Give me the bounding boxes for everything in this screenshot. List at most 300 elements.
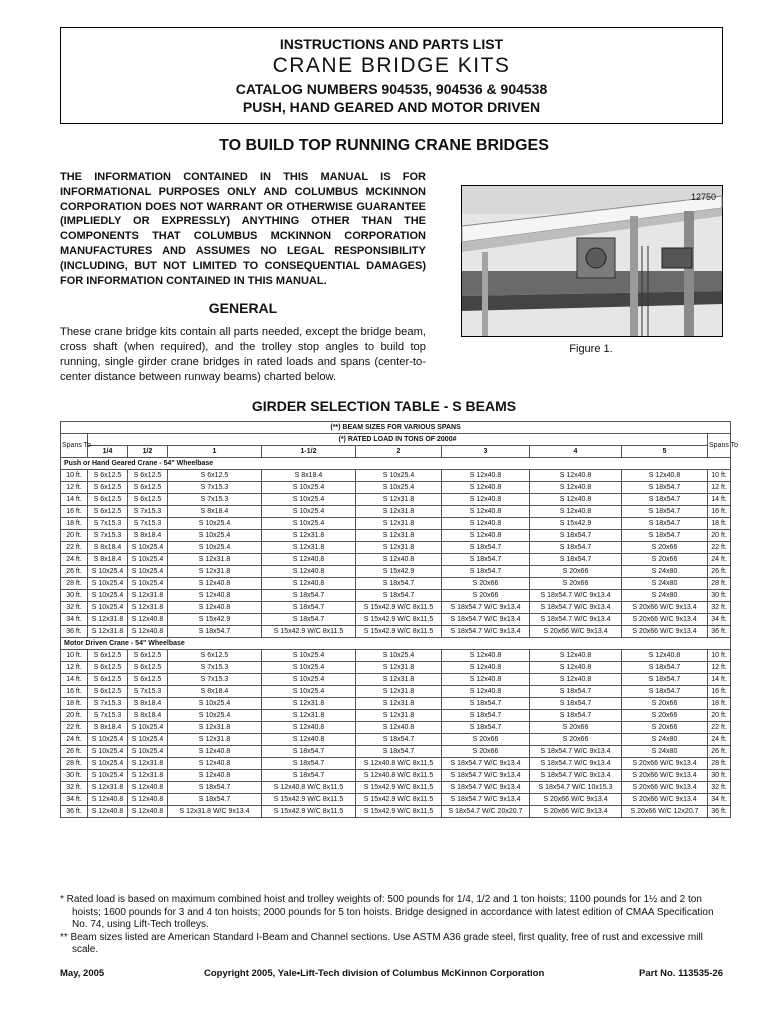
span-cell: 20 ft. <box>61 530 88 542</box>
span-cell: 32 ft. <box>708 782 731 794</box>
beam-size-cell: S 15x42.9 W/C 8x11.5 <box>356 626 442 638</box>
table-row <box>61 470 731 482</box>
span-cell: 36 ft. <box>61 806 88 818</box>
span-cell: 28 ft. <box>708 758 731 770</box>
span-cell: 32 ft. <box>61 602 88 614</box>
beam-size-cell: S 20x66 W/C 9x13.4 <box>622 626 708 638</box>
beam-size-cell: S 8x18.4 <box>168 506 262 518</box>
beam-size-cell: S 10x25.4 <box>88 590 128 602</box>
beam-size-cell: S 18x54.7 W/C 9x13.4 <box>442 626 530 638</box>
crane-bridge-photo <box>461 185 723 337</box>
beam-size-cell: S 18x54.7 W/C 9x13.4 <box>530 746 622 758</box>
beam-size-cell: S 18x54.7 <box>530 686 622 698</box>
beam-size-cell: S 12x40.8 <box>442 470 530 482</box>
footer-part-number: Part No. 113535-26 <box>639 968 723 979</box>
beam-size-cell: S 12x40.8 <box>442 506 530 518</box>
title-box <box>60 27 723 124</box>
beam-size-cell: S 15x42.9 W/C 8x11.5 <box>262 626 356 638</box>
load-column-header: 4 <box>530 446 622 458</box>
beam-size-cell: S 20x66 W/C 9x13.4 <box>530 794 622 806</box>
section-title: Push or Hand Geared Crane - 54" Wheelbase <box>61 458 731 470</box>
span-cell: 24 ft. <box>708 734 731 746</box>
beam-size-cell: S 20x66 <box>622 710 708 722</box>
span-cell: 22 ft. <box>708 722 731 734</box>
beam-size-cell: S 10x25.4 <box>128 746 168 758</box>
beam-size-cell: S 15x42.9 <box>530 518 622 530</box>
footnotes <box>60 894 723 957</box>
beam-size-cell: S 18x54.7 <box>530 554 622 566</box>
beam-size-cell: S 10x25.4 <box>88 578 128 590</box>
beam-size-cell: S 18x54.7 <box>622 686 708 698</box>
beam-size-cell: S 12x40.8 <box>530 662 622 674</box>
beam-size-cell: S 12x31.8 <box>356 674 442 686</box>
girder-selection-table <box>60 421 739 818</box>
beam-size-cell: S 12x31.8 <box>356 686 442 698</box>
beam-size-cell: S 18x54.7 <box>356 590 442 602</box>
table-row <box>61 566 731 578</box>
beam-size-cell: S 6x12.5 <box>88 686 128 698</box>
beam-size-cell: S 12x31.8 <box>88 614 128 626</box>
beam-size-cell: S 12x40.8 <box>622 470 708 482</box>
span-cell: 16 ft. <box>708 686 731 698</box>
span-cell: 32 ft. <box>708 602 731 614</box>
span-cell: 14 ft. <box>61 494 88 506</box>
table-row <box>61 806 731 818</box>
general-text: These crane bridge kits contain all parts needed, except the bridge beam, cross shaft (when required), and the trolley stop angles to build top running, single girder crane bridges in rated loads and spans (center-to-center distance between runway beams) charted below. <box>60 326 426 383</box>
span-cell: 18 ft. <box>708 518 731 530</box>
beam-size-cell: S 12x40.8 <box>168 590 262 602</box>
beam-size-cell: S 18x54.7 W/C 10x15.3 <box>530 782 622 794</box>
beam-size-cell: S 10x25.4 <box>168 698 262 710</box>
beam-size-cell: S 12x40.8 <box>530 674 622 686</box>
span-cell: 20 ft. <box>61 710 88 722</box>
table-row <box>61 518 731 530</box>
beam-size-cell: S 12x40.8 W/C 8x11.5 <box>356 758 442 770</box>
catalog-numbers: CATALOG NUMBERS 904535, 904536 & 904538 <box>235 81 548 97</box>
beam-size-cell: S 20x66 <box>530 578 622 590</box>
table-row <box>61 590 731 602</box>
beam-size-cell: S 10x25.4 <box>88 734 128 746</box>
beam-size-cell: S 12x40.8 <box>128 782 168 794</box>
beam-size-cell: S 12x40.8 <box>128 794 168 806</box>
beam-size-cell: S 18x54.7 <box>530 530 622 542</box>
beam-size-cell: S 10x25.4 <box>262 482 356 494</box>
table-row <box>61 734 731 746</box>
beam-size-cell: S 20x66 <box>622 554 708 566</box>
beam-size-cell: S 12x40.8 <box>530 494 622 506</box>
beam-size-cell: S 6x12.5 <box>128 674 168 686</box>
beam-size-cell: S 12x40.8 <box>356 554 442 566</box>
beam-size-cell: S 7x15.3 <box>128 686 168 698</box>
load-column-header: 1-1/2 <box>262 446 356 458</box>
span-cell: 36 ft. <box>708 806 731 818</box>
span-cell: 18 ft. <box>708 698 731 710</box>
beam-size-cell: S 12x40.8 <box>262 578 356 590</box>
beam-size-cell: S 15x42.9 W/C 8x11.5 <box>356 782 442 794</box>
beam-size-cell: S 18x54.7 <box>356 734 442 746</box>
beam-size-cell: S 12x31.8 <box>168 734 262 746</box>
table-row <box>61 506 731 518</box>
beam-size-cell: S 10x25.4 <box>356 650 442 662</box>
span-cell: 16 ft. <box>61 686 88 698</box>
beam-size-cell: S 12x40.8 <box>128 806 168 818</box>
spans-to-header: Spans To <box>708 434 731 458</box>
beam-size-cell: S 10x25.4 <box>128 554 168 566</box>
beam-size-cell: S 12x31.8 <box>168 722 262 734</box>
span-cell: 30 ft. <box>708 770 731 782</box>
table-row <box>61 554 731 566</box>
beam-size-cell: S 12x31.8 <box>356 710 442 722</box>
beam-size-cell: S 7x15.3 <box>168 494 262 506</box>
beam-size-cell: S 18x54.7 <box>442 710 530 722</box>
table-row <box>61 710 731 722</box>
beam-size-cell: S 12x40.8 <box>442 686 530 698</box>
table-title: GIRDER SELECTION TABLE - S BEAMS <box>251 398 517 414</box>
span-cell: 10 ft. <box>61 650 88 662</box>
beam-size-cell: S 10x25.4 <box>262 674 356 686</box>
beam-size-cell: S 18x54.7 <box>622 518 708 530</box>
beam-size-cell: S 6x12.5 <box>128 650 168 662</box>
table-row <box>61 674 731 686</box>
beam-size-cell: S 18x54.7 W/C 9x13.4 <box>530 614 622 626</box>
beam-size-cell: S 20x66 W/C 9x13.4 <box>530 806 622 818</box>
beam-size-cell: S 12x31.8 <box>128 758 168 770</box>
beam-size-cell: S 20x66 <box>442 734 530 746</box>
beam-size-cell: S 24x80 <box>622 566 708 578</box>
beam-size-cell: S 12x40.8 <box>262 566 356 578</box>
beam-size-cell: S 12x40.8 W/C 8x11.5 <box>356 770 442 782</box>
beam-size-cell: S 20x66 W/C 9x13.4 <box>530 626 622 638</box>
beam-size-cell: S 20x66 W/C 9x13.4 <box>622 758 708 770</box>
table-row <box>61 758 731 770</box>
beam-size-cell: S 18x54.7 <box>442 566 530 578</box>
table-row <box>61 698 731 710</box>
beam-size-cell: S 12x31.8 <box>356 698 442 710</box>
section-title: Motor Driven Crane - 54" Wheelbase <box>61 638 731 650</box>
beam-size-cell: S 20x66 W/C 9x13.4 <box>622 770 708 782</box>
drive-types: PUSH, HAND GEARED AND MOTOR DRIVEN <box>242 99 541 115</box>
beam-size-cell: S 12x31.8 <box>168 566 262 578</box>
beam-size-cell: S 10x25.4 <box>88 746 128 758</box>
beam-size-cell: S 10x25.4 <box>262 506 356 518</box>
span-cell: 30 ft. <box>708 590 731 602</box>
beam-size-cell: S 12x40.8 <box>622 650 708 662</box>
table-row <box>61 530 731 542</box>
beam-size-cell: S 6x12.5 <box>128 482 168 494</box>
beam-size-cell: S 12x31.8 <box>262 698 356 710</box>
table-row <box>61 614 731 626</box>
beam-size-cell: S 7x15.3 <box>88 530 128 542</box>
beam-size-cell: S 12x40.8 <box>530 650 622 662</box>
beam-size-cell: S 12x40.8 <box>168 770 262 782</box>
span-cell: 22 ft. <box>61 542 88 554</box>
span-cell: 30 ft. <box>61 770 88 782</box>
beam-size-cell: S 12x31.8 <box>168 554 262 566</box>
beam-size-cell: S 12x40.8 <box>168 602 262 614</box>
beam-size-cell: S 10x25.4 <box>88 602 128 614</box>
beam-size-cell: S 8x18.4 <box>128 710 168 722</box>
beam-size-cell: S 10x25.4 <box>88 770 128 782</box>
beam-size-cell: S 18x54.7 W/C 9x13.4 <box>442 782 530 794</box>
beam-size-cell: S 12x31.8 <box>356 542 442 554</box>
beam-size-cell: S 12x31.8 <box>356 662 442 674</box>
beam-size-cell: S 12x40.8 <box>88 794 128 806</box>
span-cell: 20 ft. <box>708 530 731 542</box>
beam-size-cell: S 12x40.8 <box>88 806 128 818</box>
beam-size-cell: S 12x40.8 <box>262 734 356 746</box>
beam-size-cell: S 12x31.8 <box>356 518 442 530</box>
table-row <box>61 602 731 614</box>
main-title: TO BUILD TOP RUNNING CRANE BRIDGES <box>219 137 549 154</box>
disclaimer-text: THE INFORMATION CONTAINED IN THIS MANUAL IS FOR INFORMATIONAL PURPOSES ONLY AND COLUMBUS MCKINNON CORPORATION DOES NOT WARRANT OR OTHERWISE GUARANTEE (IMPLIEDLY OR EXPRESSLY) ANYTHING OTHER THAN THE COMPONENTS THAT COLUMBUS MCKINNON CORPORATION MANUFACTURES AND ASSUMES NO LEGAL RESPONSIBILITY (INCLUDING, BUT NOT LIMITED TO CONSEQUENTIAL DAMAGES) FOR INFORMATION CONTAINED IN THIS MANUAL. <box>60 171 426 287</box>
beam-size-cell: S 12x31.8 <box>356 506 442 518</box>
load-column-header: 1/2 <box>128 446 168 458</box>
beam-size-cell: S 20x66 W/C 9x13.4 <box>622 602 708 614</box>
crane-bridge-illustration <box>462 186 722 336</box>
beam-size-cell: S 10x25.4 <box>262 494 356 506</box>
beam-size-cell: S 7x15.3 <box>88 698 128 710</box>
beam-size-cell: S 20x66 <box>622 542 708 554</box>
span-cell: 14 ft. <box>61 674 88 686</box>
beam-size-cell: S 6x12.5 <box>168 470 262 482</box>
section-header-row <box>61 458 731 470</box>
beam-size-cell: S 18x54.7 <box>530 710 622 722</box>
beam-size-cell: S 12x40.8 <box>168 578 262 590</box>
span-cell: 34 ft. <box>708 614 731 626</box>
span-cell: 12 ft. <box>61 482 88 494</box>
beam-size-cell: S 18x54.7 W/C 9x13.4 <box>442 794 530 806</box>
beam-size-cell: S 15x42.9 <box>356 566 442 578</box>
beam-size-cell: S 12x31.8 <box>262 710 356 722</box>
beam-size-cell: S 18x54.7 W/C 9x13.4 <box>442 614 530 626</box>
beam-size-cell: S 18x54.7 W/C 9x13.4 <box>530 602 622 614</box>
span-cell: 26 ft. <box>708 566 731 578</box>
beam-size-cell: S 18x54.7 W/C 9x13.4 <box>442 758 530 770</box>
footnote-beam-sizes: ** Beam sizes listed are American Standard I-Beam and Channel sections. Use ASTM A36 grade steel, first quality, free of rust and excessive mill scale. <box>60 931 703 955</box>
general-heading: GENERAL <box>208 300 278 316</box>
beam-size-cell: S 18x54.7 W/C 9x13.4 <box>442 770 530 782</box>
beam-size-cell: S 18x54.7 <box>262 602 356 614</box>
beam-size-cell: S 7x15.3 <box>88 518 128 530</box>
beam-size-cell: S 18x54.7 <box>168 794 262 806</box>
load-column-header: 1 <box>168 446 262 458</box>
beam-size-cell: S 8x18.4 <box>88 554 128 566</box>
beam-size-cell: S 10x25.4 <box>168 710 262 722</box>
beam-size-cell: S 6x12.5 <box>128 470 168 482</box>
beam-sizes-header: (**) BEAM SIZES FOR VARIOUS SPANS <box>61 422 731 434</box>
section-header-row <box>61 638 731 650</box>
beam-size-cell: S 20x66 <box>442 746 530 758</box>
span-cell: 12 ft. <box>708 482 731 494</box>
beam-size-cell: S 15x42.9 W/C 8x11.5 <box>356 614 442 626</box>
table-row <box>61 770 731 782</box>
beam-size-cell: S 12x40.8 <box>128 626 168 638</box>
beam-size-cell: S 7x15.3 <box>168 674 262 686</box>
span-cell: 34 ft. <box>61 794 88 806</box>
beam-size-cell: S 7x15.3 <box>88 710 128 722</box>
beam-size-cell: S 10x25.4 <box>168 518 262 530</box>
beam-size-cell: S 18x54.7 W/C 9x13.4 <box>442 602 530 614</box>
beam-size-cell: S 10x25.4 <box>128 566 168 578</box>
beam-size-cell: S 12x31.8 <box>356 494 442 506</box>
footer-copyright: Copyright 2005, Yale•Lift-Tech division of Columbus McKinnon Corporation <box>204 968 545 979</box>
beam-size-cell: S 18x54.7 <box>622 506 708 518</box>
rated-load-header: (*) RATED LOAD IN TONS OF 2000# <box>88 434 708 446</box>
beam-size-cell: S 12x31.8 <box>128 590 168 602</box>
beam-size-cell: S 18x54.7 W/C 9x13.4 <box>530 770 622 782</box>
beam-size-cell: S 18x54.7 <box>442 698 530 710</box>
span-cell: 12 ft. <box>708 662 731 674</box>
beam-size-cell: S 18x54.7 <box>168 626 262 638</box>
beam-size-cell: S 7x15.3 <box>128 518 168 530</box>
beam-size-cell: S 12x40.8 <box>442 662 530 674</box>
beam-size-cell: S 20x66 W/C 9x13.4 <box>622 794 708 806</box>
table-row <box>61 686 731 698</box>
span-cell: 14 ft. <box>708 494 731 506</box>
beam-size-cell: S 20x66 <box>622 722 708 734</box>
beam-size-cell: S 24x80 <box>622 746 708 758</box>
beam-size-cell: S 20x66 <box>442 578 530 590</box>
beam-size-cell: S 6x12.5 <box>128 662 168 674</box>
span-cell: 10 ft. <box>708 470 731 482</box>
span-cell: 24 ft. <box>61 734 88 746</box>
beam-size-cell: S 18x54.7 <box>262 614 356 626</box>
span-cell: 26 ft. <box>61 566 88 578</box>
beam-size-cell: S 18x54.7 W/C 9x13.4 <box>530 590 622 602</box>
beam-size-cell: S 12x31.8 <box>356 530 442 542</box>
beam-size-cell: S 10x25.4 <box>356 470 442 482</box>
beam-size-cell: S 10x25.4 <box>262 662 356 674</box>
beam-size-cell: S 10x25.4 <box>128 578 168 590</box>
beam-size-cell: S 18x54.7 <box>442 542 530 554</box>
span-cell: 32 ft. <box>61 782 88 794</box>
beam-size-cell: S 12x31.8 <box>88 782 128 794</box>
beam-size-cell: S 8x18.4 <box>262 470 356 482</box>
table-row <box>61 626 731 638</box>
beam-size-cell: S 12x31.8 <box>128 770 168 782</box>
beam-size-cell: S 15x42.9 W/C 8x11.5 <box>262 794 356 806</box>
beam-size-cell: S 12x40.8 <box>168 746 262 758</box>
beam-size-cell: S 8x18.4 <box>128 530 168 542</box>
beam-size-cell: S 12x40.8 <box>262 554 356 566</box>
span-cell: 12 ft. <box>61 662 88 674</box>
doc-type-heading: INSTRUCTIONS AND PARTS LIST <box>279 36 504 52</box>
beam-size-cell: S 10x25.4 <box>262 518 356 530</box>
table-row <box>61 746 731 758</box>
beam-size-cell: S 6x12.5 <box>88 494 128 506</box>
table-row <box>61 794 731 806</box>
beam-size-cell: S 6x12.5 <box>88 674 128 686</box>
beam-size-cell: S 6x12.5 <box>88 470 128 482</box>
beam-size-cell: S 7x15.3 <box>128 506 168 518</box>
beam-size-cell: S 18x54.7 <box>622 494 708 506</box>
beam-size-cell: S 12x40.8 <box>530 470 622 482</box>
beam-size-cell: S 12x40.8 <box>442 482 530 494</box>
load-column-header: 3 <box>442 446 530 458</box>
beam-size-cell: S 20x66 W/C 9x13.4 <box>622 782 708 794</box>
beam-size-cell: S 18x54.7 <box>622 662 708 674</box>
beam-size-cell: S 7x15.3 <box>168 662 262 674</box>
span-cell: 18 ft. <box>61 518 88 530</box>
beam-size-cell: S 12x40.8 <box>530 482 622 494</box>
beam-size-cell: S 18x54.7 <box>622 530 708 542</box>
beam-size-cell: S 12x31.8 <box>128 602 168 614</box>
beam-size-cell: S 24x80 <box>622 590 708 602</box>
beam-size-cell: S 10x25.4 <box>168 530 262 542</box>
span-cell: 26 ft. <box>61 746 88 758</box>
beam-size-cell: S 18x54.7 W/C 20x20.7 <box>442 806 530 818</box>
table-row <box>61 482 731 494</box>
table-row <box>61 662 731 674</box>
beam-size-cell: S 12x40.8 <box>442 494 530 506</box>
load-column-header: 5 <box>622 446 708 458</box>
beam-size-cell: S 20x66 <box>530 722 622 734</box>
span-cell: 28 ft. <box>61 758 88 770</box>
footnote-rated-load: * Rated load is based on maximum combined hoist and trolley weights of: 500 pounds for 1/4, 1/2 and 1 ton hoists; 1100 pounds for 1½ and 2 ton hoists; 1600 pounds for 3 and 4 ton hoists; 2000 pounds for 5 ton hoists. Bridge designed in accordance with latest edition of CMAA Specification No. 74, using Lift-Tech trolleys. <box>60 894 714 930</box>
beam-size-cell: S 7x15.3 <box>168 482 262 494</box>
beam-size-cell: S 12x31.8 W/C 9x13.4 <box>168 806 262 818</box>
beam-size-cell: S 12x40.8 W/C 8x11.5 <box>262 782 356 794</box>
beam-size-cell: S 18x54.7 <box>262 590 356 602</box>
beam-size-cell: S 8x18.4 <box>128 698 168 710</box>
span-cell: 24 ft. <box>708 554 731 566</box>
beam-size-cell: S 8x18.4 <box>168 686 262 698</box>
load-column-header: 2 <box>356 446 442 458</box>
beam-size-cell: S 12x31.8 <box>262 542 356 554</box>
span-cell: 16 ft. <box>61 506 88 518</box>
span-cell: 22 ft. <box>61 722 88 734</box>
beam-size-cell: S 6x12.5 <box>88 482 128 494</box>
beam-size-cell: S 20x66 <box>530 566 622 578</box>
beam-size-cell: S 15x42.9 W/C 8x11.5 <box>356 794 442 806</box>
beam-size-cell: S 10x25.4 <box>128 734 168 746</box>
span-cell: 36 ft. <box>61 626 88 638</box>
table-row <box>61 578 731 590</box>
table-row <box>61 722 731 734</box>
span-cell: 34 ft. <box>61 614 88 626</box>
beam-size-cell: S 6x12.5 <box>88 506 128 518</box>
span-cell: 26 ft. <box>708 746 731 758</box>
beam-size-cell: S 15x42.9 <box>168 614 262 626</box>
beam-size-cell: S 12x40.8 <box>442 674 530 686</box>
load-column-header: 1/4 <box>88 446 128 458</box>
beam-size-cell: S 15x42.9 W/C 8x11.5 <box>262 806 356 818</box>
span-cell: 22 ft. <box>708 542 731 554</box>
beam-size-cell: S 12x40.8 <box>262 722 356 734</box>
beam-size-cell: S 24x80 <box>622 578 708 590</box>
beam-size-cell: S 18x54.7 <box>168 782 262 794</box>
span-cell: 24 ft. <box>61 554 88 566</box>
beam-size-cell: S 20x66 <box>530 734 622 746</box>
beam-size-cell: S 18x54.7 <box>356 746 442 758</box>
span-cell: 28 ft. <box>708 578 731 590</box>
beam-size-cell: S 10x25.4 <box>262 650 356 662</box>
table-row <box>61 782 731 794</box>
beam-size-cell: S 18x54.7 <box>262 758 356 770</box>
spans-to-header: Spans To <box>61 434 88 458</box>
table-row <box>61 650 731 662</box>
beam-size-cell: S 18x54.7 <box>442 722 530 734</box>
beam-size-cell: S 8x18.4 <box>88 542 128 554</box>
beam-size-cell: S 10x25.4 <box>262 686 356 698</box>
beam-size-cell: S 12x31.8 <box>88 626 128 638</box>
table-row <box>61 494 731 506</box>
span-cell: 30 ft. <box>61 590 88 602</box>
beam-size-cell: S 20x66 W/C 12x20.7 <box>622 806 708 818</box>
table-row <box>61 542 731 554</box>
span-cell: 20 ft. <box>708 710 731 722</box>
beam-size-cell: S 18x54.7 <box>262 746 356 758</box>
